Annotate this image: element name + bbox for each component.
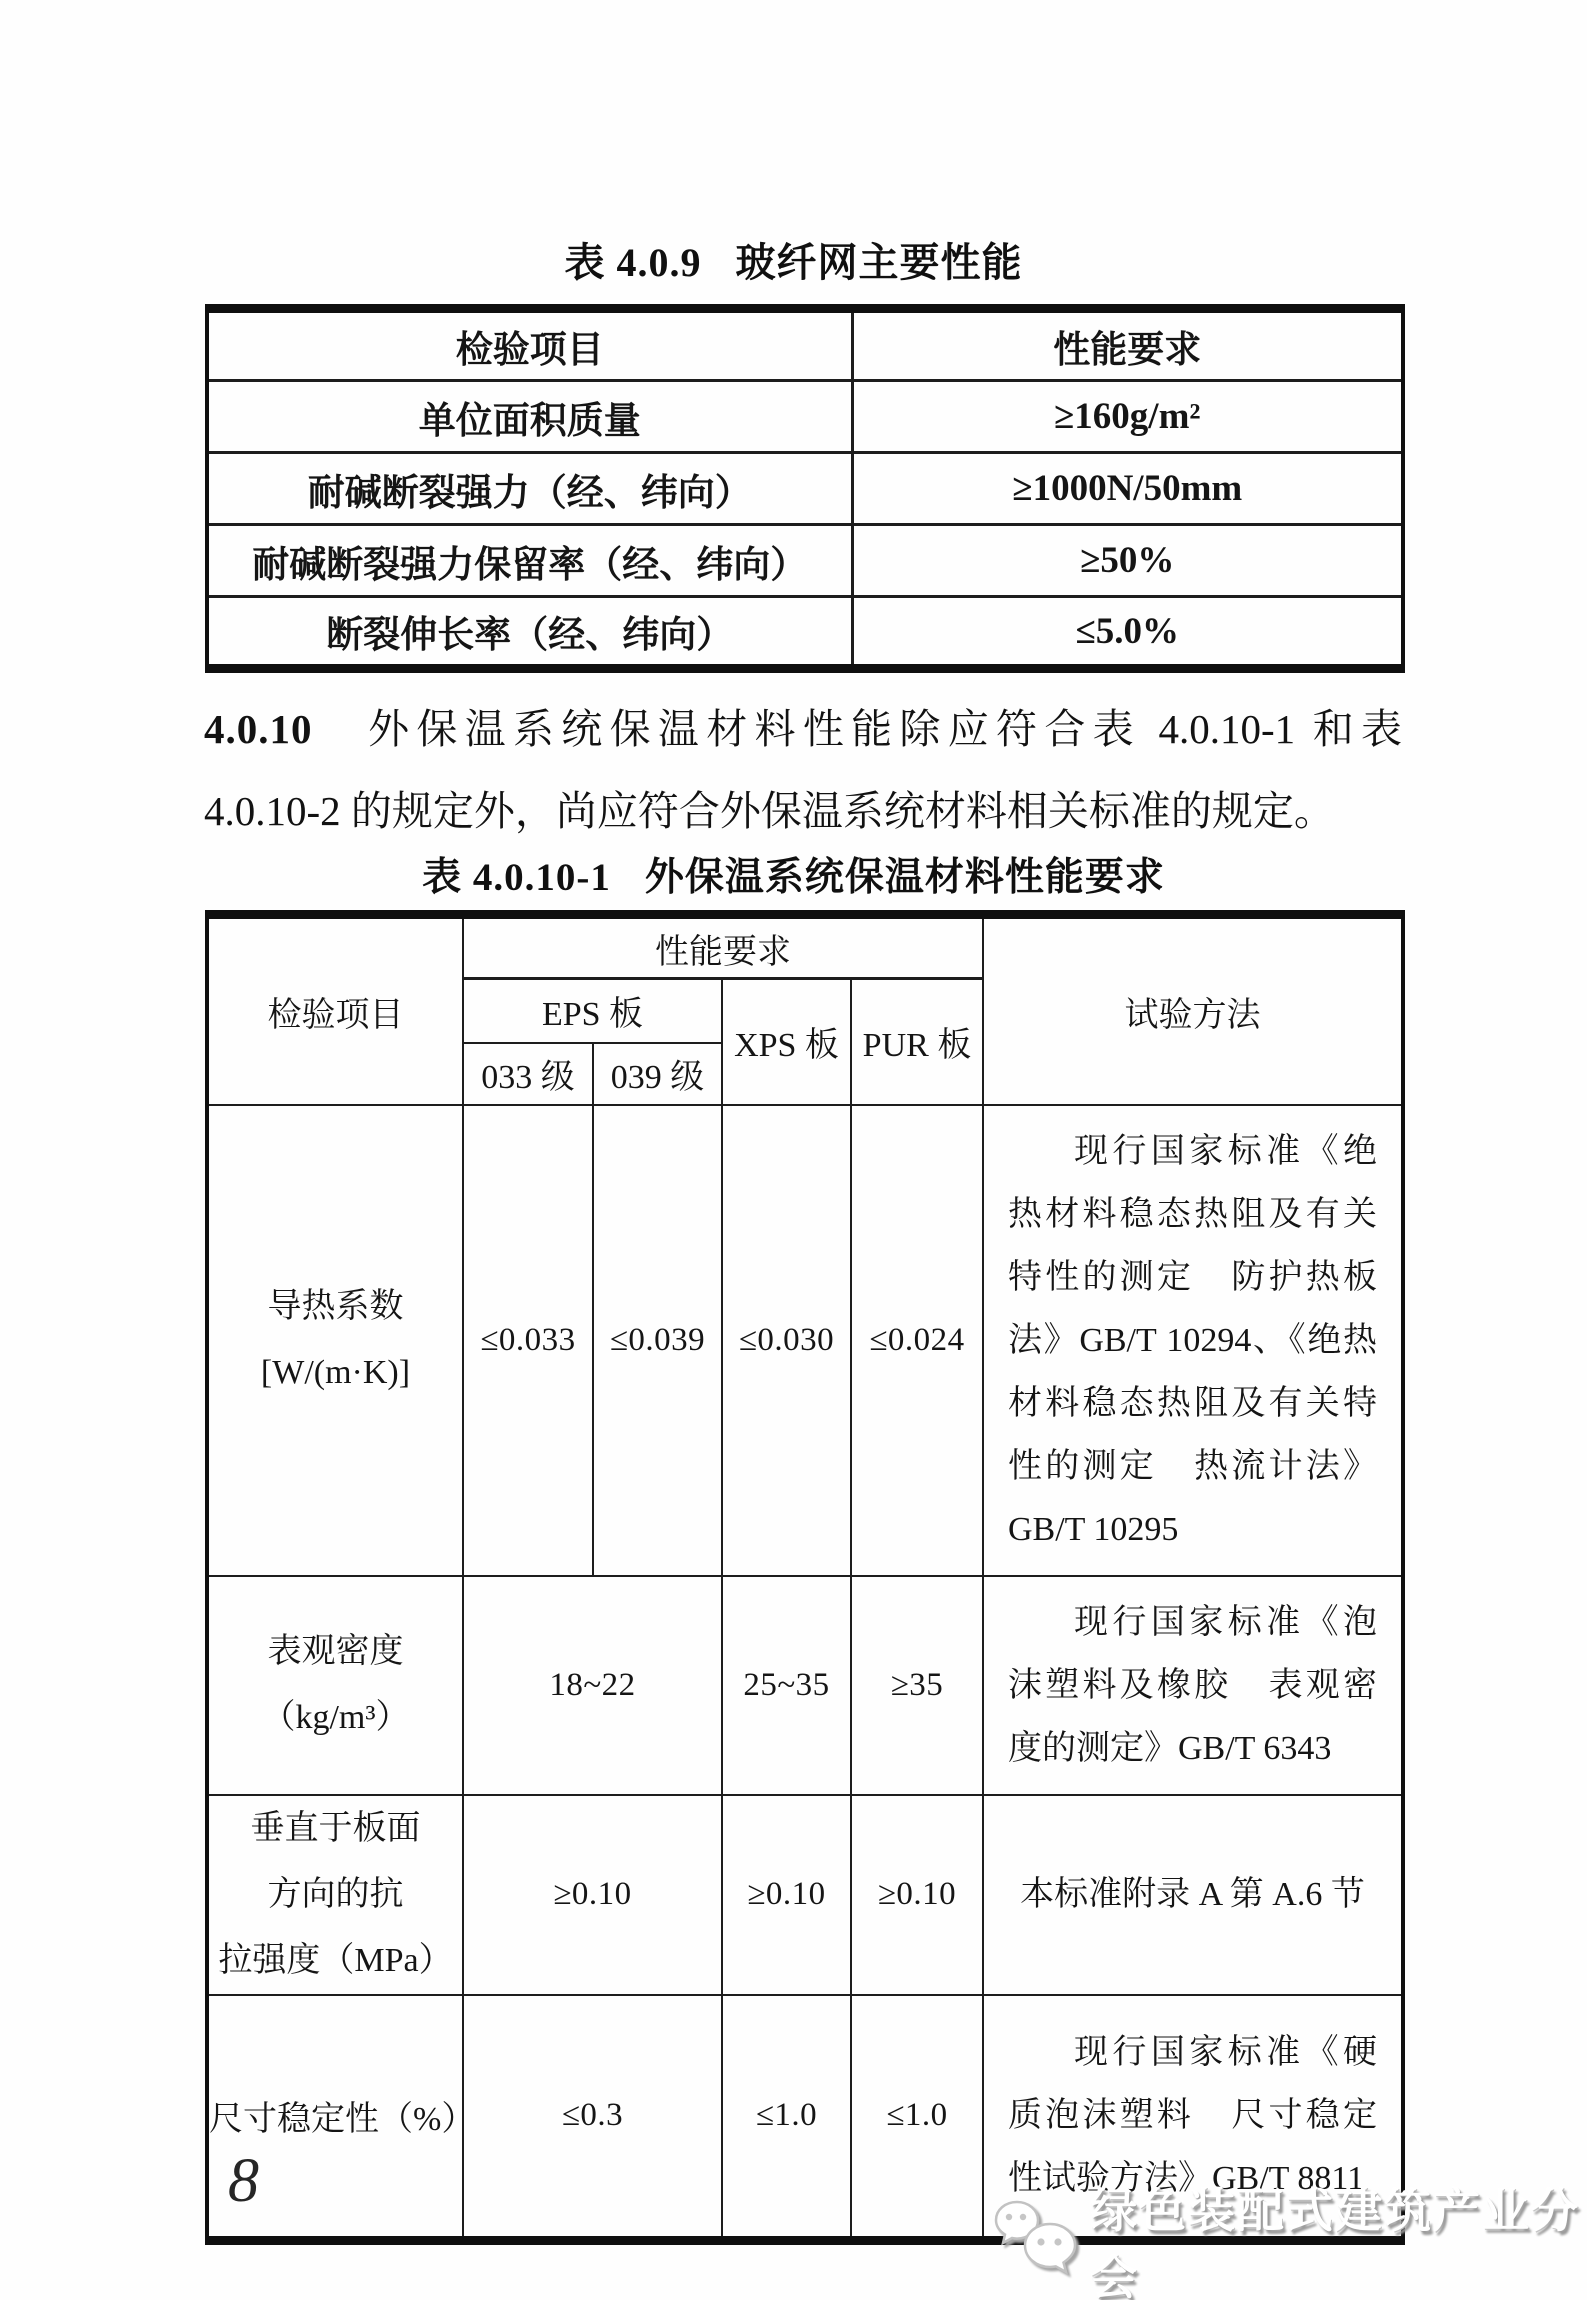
item-label-line: 方向的抗 bbox=[267, 1875, 404, 1913]
value-cell-eps033: ≤0.033 bbox=[463, 1105, 593, 1576]
item-label-line: [W/(m·K)] bbox=[260, 1354, 411, 1391]
clause-4010-paragraph bbox=[204, 688, 1402, 852]
item-label-line: 导热系数 bbox=[267, 1288, 404, 1325]
table-40101-title bbox=[0, 846, 1587, 902]
value-cell-eps: ≥0.10 bbox=[463, 1795, 722, 1995]
table-40101-header-eps033: 033 级 bbox=[463, 1043, 593, 1105]
value-cell-xps: ≤0.030 bbox=[722, 1105, 851, 1576]
value-cell-xps: ≤1.0 bbox=[722, 1995, 851, 2241]
clause-4010-number: 4.0.10 bbox=[204, 706, 313, 752]
table-409-header-requirement: 性能要求 bbox=[852, 309, 1403, 381]
table-409-title-text: 玻纤网主要性能 bbox=[735, 240, 1023, 285]
table-40101-title-text: 外保温系统保温材料性能要求 bbox=[644, 856, 1165, 899]
table-row-tensile-strength bbox=[207, 1795, 1403, 1995]
footer-brand-text: 绿色装配式建筑产业分会 bbox=[1090, 2186, 1580, 2300]
clause-4010-line1-text: 外保温系统保温材料性能除应符合表 4.0.10-1 和表 bbox=[312, 706, 1402, 752]
clause-4010-line1 bbox=[204, 688, 1402, 770]
table-40101-header-eps039: 039 级 bbox=[593, 1043, 722, 1105]
page-number: 8 bbox=[228, 2147, 259, 2215]
item-cell bbox=[207, 1576, 463, 1795]
table-409-value-cell: ≤5.0% bbox=[852, 597, 1403, 669]
item-cell bbox=[207, 1795, 463, 1995]
table-409-header-row bbox=[207, 309, 1403, 381]
item-label-line: （kg/m³） bbox=[261, 1699, 410, 1736]
value-cell-eps: ≤0.3 bbox=[463, 1995, 722, 2241]
item-cell bbox=[207, 1105, 463, 1576]
table-409-title bbox=[0, 231, 1587, 288]
method-cell: 现行国家标准《硬质泡沫塑料 尺寸稳定性试验方法》GB/T 8811 bbox=[983, 1995, 1403, 2241]
value-cell-xps: 25~35 bbox=[722, 1576, 851, 1795]
value-cell-pur: ≥35 bbox=[851, 1576, 983, 1795]
table-409-value-cell: ≥50% bbox=[852, 525, 1403, 597]
clause-4010-line2: 4.0.10-2 的规定外，尚应符合外保温系统材料相关标准的规定。 bbox=[204, 788, 1335, 834]
wechat-icon bbox=[992, 2198, 1080, 2285]
method-cell: 现行国家标准《绝热材料稳态热阻及有关特性的测定 防护热板法》GB/T 10294、《绝热材料稳态热阻及有关特性的测定 热流计法》GB/T 10295 bbox=[983, 1105, 1403, 1576]
value-cell-eps039: ≤0.039 bbox=[593, 1105, 722, 1576]
table-row bbox=[207, 453, 1403, 525]
table-409-value-cell: ≥1000N/50mm bbox=[852, 453, 1403, 525]
method-cell: 本标准附录 A 第 A.6 节 bbox=[983, 1795, 1403, 1995]
value-cell-pur: ≥0.10 bbox=[851, 1795, 983, 1995]
table-40101-header-row1 bbox=[207, 915, 1403, 979]
table-409 bbox=[205, 304, 1405, 673]
table-40101-header-performance: 性能要求 bbox=[463, 915, 983, 979]
table-409-item-cell: 单位面积质量 bbox=[207, 381, 852, 453]
item-cell: 尺寸稳定性（%） bbox=[207, 1995, 463, 2241]
table-row-thermal-conductivity bbox=[207, 1105, 1403, 1576]
table-40101-title-number: 表 4.0.10-1 bbox=[422, 856, 611, 899]
table-409-header-item: 检验项目 bbox=[207, 309, 852, 381]
value-cell-eps: 18~22 bbox=[463, 1576, 722, 1795]
method-cell: 现行国家标准《泡沫塑料及橡胶 表观密度的测定》GB/T 6343 bbox=[983, 1576, 1403, 1795]
table-40101-header-method: 试验方法 bbox=[983, 915, 1403, 1105]
value-cell-pur: ≤1.0 bbox=[851, 1995, 983, 2241]
table-409-title-number: 表 4.0.9 bbox=[564, 240, 702, 285]
value-cell-pur: ≤0.024 bbox=[851, 1105, 983, 1576]
table-409-item-cell: 断裂伸长率（经、纬向） bbox=[207, 597, 852, 669]
table-409-item-cell: 耐碱断裂强力（经、纬向） bbox=[207, 453, 852, 525]
item-label-line: 表观密度 bbox=[267, 1633, 404, 1670]
item-label-line: 垂直于板面 bbox=[250, 1809, 421, 1847]
table-row-apparent-density bbox=[207, 1576, 1403, 1795]
table-40101-header-pur: PUR 板 bbox=[851, 979, 983, 1105]
item-label-line: 拉强度（MPa） bbox=[218, 1941, 453, 1979]
table-40101 bbox=[205, 910, 1405, 2245]
table-40101-header-item: 检验项目 bbox=[207, 915, 463, 1105]
table-row bbox=[207, 381, 1403, 453]
footer-watermark bbox=[992, 2186, 1587, 2300]
table-row bbox=[207, 525, 1403, 597]
table-409-item-cell: 耐碱断裂强力保留率（经、纬向） bbox=[207, 525, 852, 597]
table-40101-header-eps: EPS 板 bbox=[463, 979, 722, 1043]
table-row bbox=[207, 597, 1403, 669]
table-409-value-cell: ≥160g/m² bbox=[852, 381, 1403, 453]
value-cell-xps: ≥0.10 bbox=[722, 1795, 851, 1995]
table-40101-header-xps: XPS 板 bbox=[722, 979, 851, 1105]
